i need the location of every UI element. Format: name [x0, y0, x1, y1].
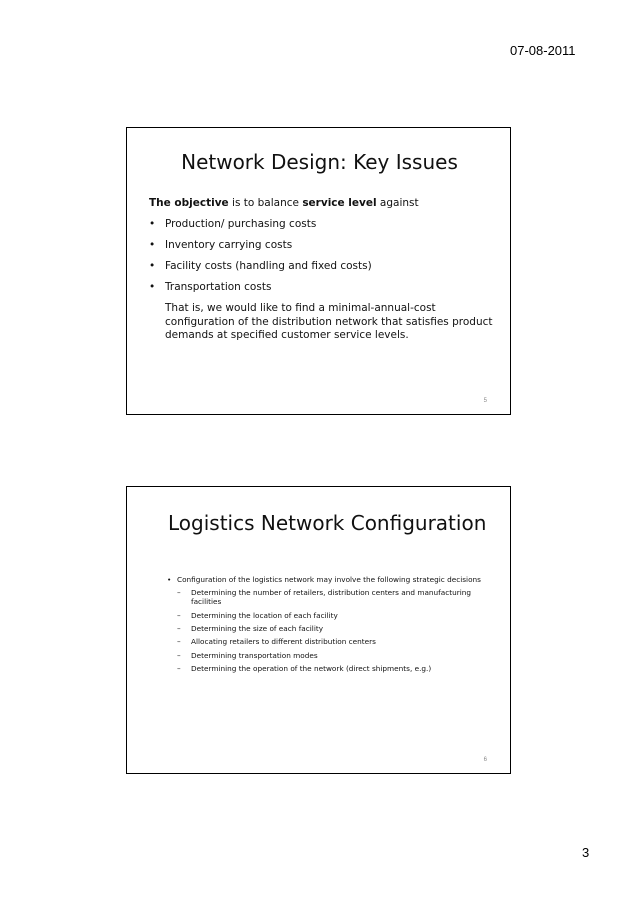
bullet-icon: •: [149, 239, 156, 251]
list-item: [149, 218, 494, 231]
objective-middle: is to balance: [228, 197, 303, 209]
list-item-text: Determining transportation modes: [191, 650, 318, 660]
main-point: [167, 575, 487, 585]
dash-icon: –: [177, 623, 181, 633]
cost-list: [149, 218, 494, 294]
list-item: [149, 239, 494, 252]
slide-number: 6: [483, 757, 487, 763]
list-item: [177, 637, 487, 647]
bullet-icon: •: [167, 575, 172, 584]
decision-list: [167, 588, 487, 674]
list-item-text: Inventory carrying costs: [165, 239, 293, 251]
slide-title: Network Design: Key Issues: [181, 150, 458, 174]
page-date: 07-08-2011: [510, 43, 576, 58]
list-item-text: Determining the number of retailers, distribution centers and manufacturing facilities: [191, 587, 471, 607]
bullet-icon: •: [149, 281, 156, 293]
slide-logistics-network: [126, 486, 511, 774]
list-item: [177, 624, 487, 634]
list-item: [149, 281, 494, 294]
slide-body: [167, 575, 487, 678]
list-item-text: Determining the size of each facility: [191, 623, 324, 633]
dash-icon: –: [177, 587, 181, 597]
list-item-text: Production/ purchasing costs: [165, 218, 317, 230]
main-point-text: Configuration of the logistics network may involve the following strategic decisions: [177, 575, 481, 584]
dash-icon: –: [177, 664, 181, 674]
slide-title: Logistics Network Configuration: [168, 511, 487, 535]
slide-number: 5: [483, 398, 487, 404]
objective-lead: The objective: [149, 197, 229, 209]
bullet-icon: •: [149, 218, 156, 230]
list-item-text: Facility costs (handling and fixed costs): [165, 260, 372, 272]
list-item-text: Allocating retailers to different distribution centers: [191, 637, 376, 647]
list-item: [177, 651, 487, 661]
list-item: [149, 260, 494, 273]
list-item-text: Transportation costs: [165, 281, 272, 293]
list-item: [177, 611, 487, 621]
list-item: [177, 588, 487, 607]
page-number: 3: [582, 845, 590, 860]
bullet-icon: •: [149, 260, 156, 272]
objective-emphasis: service level: [302, 197, 377, 209]
dash-icon: –: [177, 610, 181, 620]
dash-icon: –: [177, 650, 181, 660]
list-item-text: Determining the operation of the network (direct shipments, e.g.): [191, 664, 432, 674]
slide-body: [149, 197, 494, 343]
objective-statement: [149, 197, 494, 210]
list-item-text: Determining the location of each facility: [191, 610, 338, 620]
summary-text: That is, we would like to find a minimal-annual-cost configuration of the distribution network that satisfies product demands at specified customer service levels.: [165, 302, 493, 341]
objective-tail: against: [376, 197, 419, 209]
slide-network-design: [126, 127, 511, 415]
list-item: [177, 664, 487, 674]
dash-icon: –: [177, 637, 181, 647]
